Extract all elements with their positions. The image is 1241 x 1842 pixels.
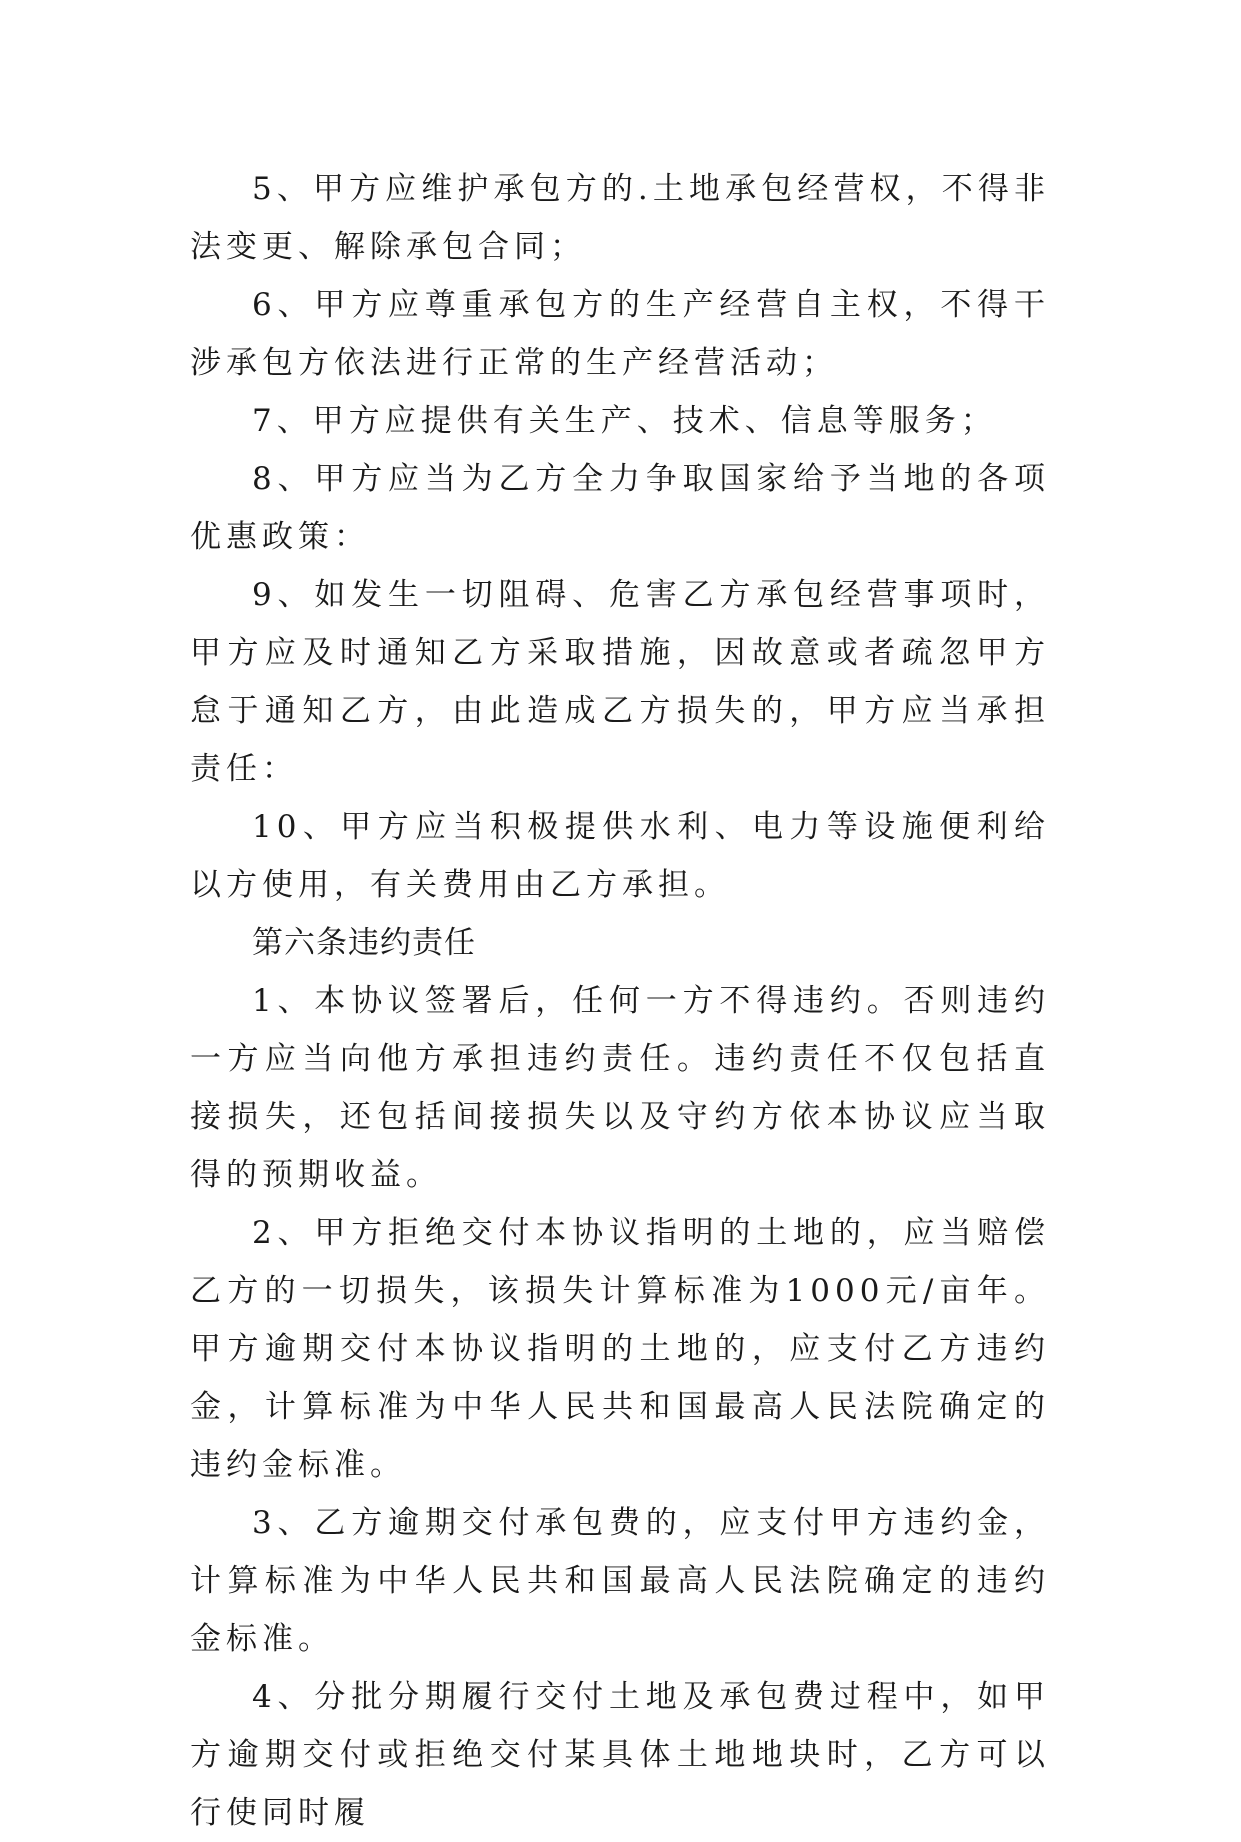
breach-clause-2: 2、甲方拒绝交付本协议指明的土地的，应当赔偿乙方的一切损失，该损失计算标准为1000元/亩年。甲方逾期交付本协议指明的土地的，应支付乙方违约金，计算标准为中华人民共和国最高人民法院确定的违约金标准。	[190, 1215, 1050, 1483]
breach-clause-4: 4、分批分期履行交付土地及承包费过程中，如甲方逾期交付或拒绝交付某具体土地地块时，乙方可以行使同时履	[190, 1679, 1050, 1831]
document-body	[190, 160, 1050, 1842]
clause-9: 9、如发生一切阻碍、危害乙方承包经营事项时，甲方应及时通知乙方采取措施，因故意或者疏忽甲方怠于通知乙方，由此造成乙方损失的，甲方应当承担责任：	[190, 577, 1050, 787]
clause-7: 7、甲方应提供有关生产、技术、信息等服务；	[252, 403, 997, 439]
section-heading-article-6: 第六条违约责任	[252, 925, 476, 961]
breach-clause-1: 1、本协议签署后，任何一方不得违约。否则违约一方应当向他方承担违约责任。违约责任不仅包括直接损失，还包括间接损失以及守约方依本协议应当取得的预期收益。	[190, 983, 1050, 1193]
breach-clause-3: 3、乙方逾期交付承包费的，应支付甲方违约金，计算标准为中华人民共和国最高人民法院确定的违约金标准。	[190, 1505, 1050, 1657]
clause-6: 6、甲方应尊重承包方的生产经营自主权，不得干涉承包方依法进行正常的生产经营活动；	[190, 287, 1050, 381]
clause-8: 8、甲方应当为乙方全力争取国家给予当地的各项优惠政策：	[190, 461, 1050, 555]
clause-5: 5、甲方应维护承包方的.土地承包经营权，不得非法变更、解除承包合同；	[190, 171, 1050, 265]
clause-10: 10、甲方应当积极提供水利、电力等设施便利给以方使用，有关费用由乙方承担。	[190, 809, 1050, 903]
